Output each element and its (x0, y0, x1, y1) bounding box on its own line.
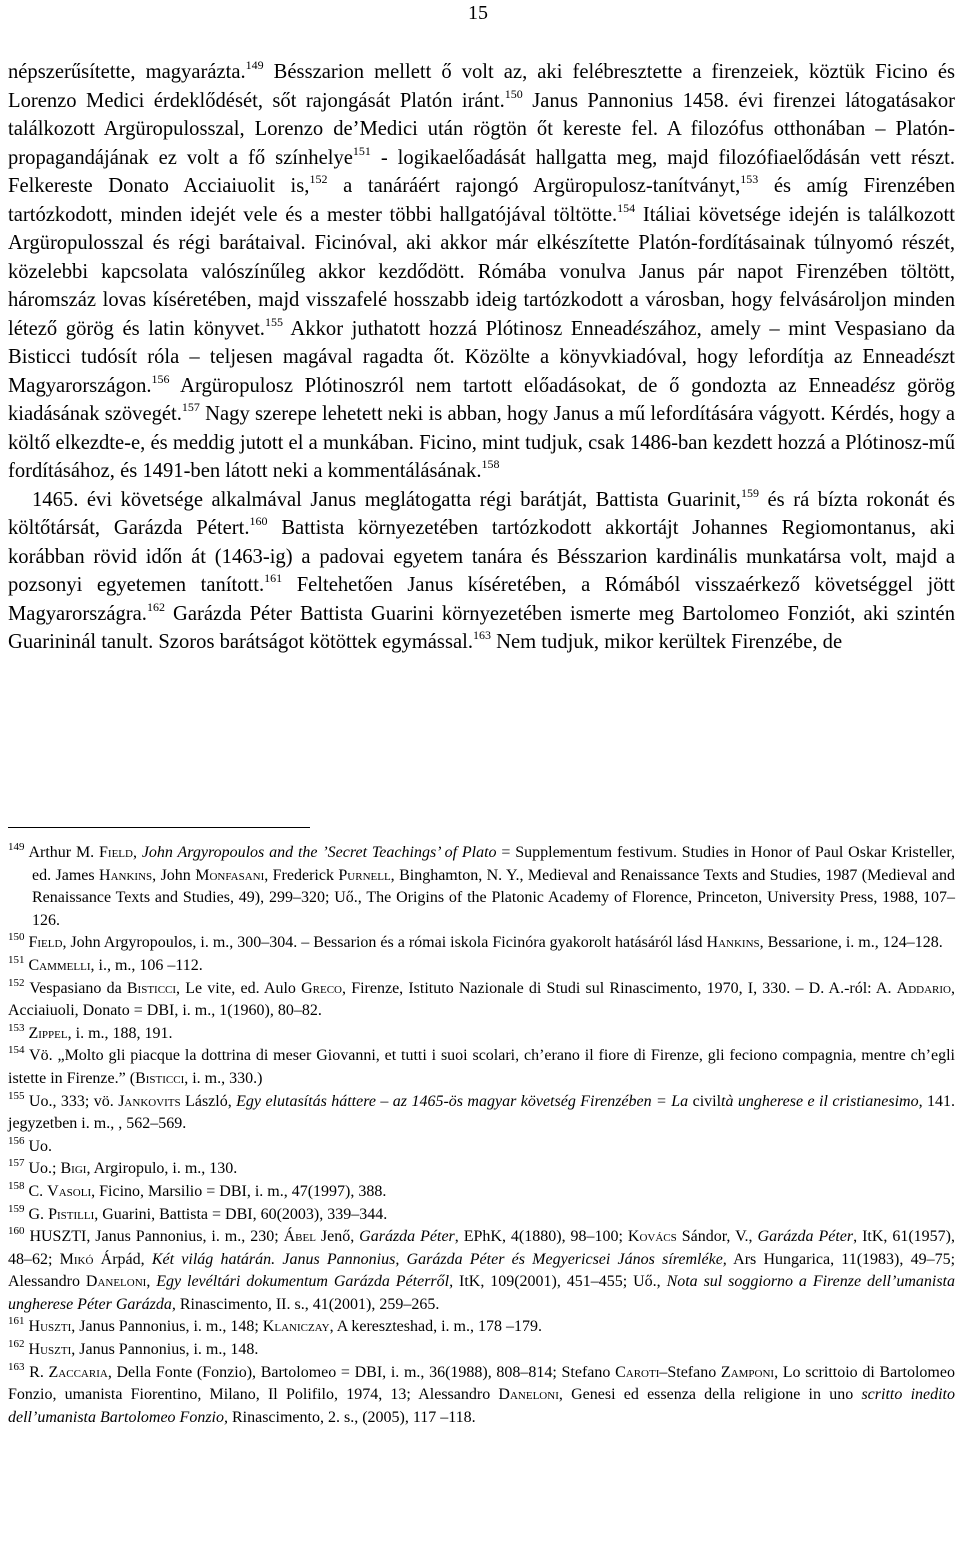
footnote: $^{158}$ C. Vasoli, Ficino, Marsilio = DBI, i. m., 47(1997), 388. (8, 1179, 387, 1200)
page-number: 15 (468, 2, 488, 24)
paragraph: 1465. évi követsége alkalmával Janus meglátogatta régi barátját, Battista Guarinit,$^{159}$ és rá bízta rokonát és költőtársát, Garázda Pétert.$^{160}$ Battista környezetében tartózkodott akkortájt Johannes Regiomontanus, aki korábban rövid időn át (1463-ig) a padovai egyetem tanára és Bésszarion kardinális munkatársa volt, majd a pozsonyi egyetemen tanított.$^{161}$ Feltehetően Janus kíséretében, a Rómából visszaérkező követséggel jött Magyarországra.$^{162}$ Garázda Péter Battista Guarini környezetében ismerte meg Bartolomeo Fonziót, aki szintén Guarininál tanult. Szoros barátságot kötöttek egymással.$^{163}$ Nem tudjuk, mikor kerültek Firenzébe, de (8, 485, 955, 653)
footnote: $^{153}$ Zippel, i. m., 188, 191. (8, 1021, 173, 1042)
footnote: $^{155}$ Uo., 333; vö. Jankovits László, Egy elutasítás háttere – az 1465-ös magyar követség Firenzében = La civiltà ungherese e il cristianesimo, 141. jegyzetben i. m., , 562–569. (8, 1089, 956, 1133)
footnote: $^{150}$ Field, John Argyropoulos, i. m., 300–304. – Bessarion és a római iskola Ficinóra gyakorolt hatásáról lásd Hankins, Bessarione, i. m., 124–128. (8, 931, 943, 952)
paragraph: népszerűsítette, magyarázta.$^{149}$ Bésszarion mellett ő volt az, aki felébresztette a firenzeiek, köztük Ficino és Lorenzo Medici érdeklődését, sőt rajongását Platón iránt.$^{150}$ Janus Pannonius 1458. évi firenzei látogatásakor találkozott Argüropulosszal, Lorenzo de’Medici után rögtön őt kereste fel. A filozófus otthonában – Platón-propagandájának ez volt a fő színhelye$^{151}$ - logikaelőadását hallgatta meg, majd filozófiaelődásán vett részt. Felkereste Donato Acciaiuolit is,$^{152}$ a tanáráért rajongó Argüropulosz-tanítványt,$^{153}$ és amíg Firenzében tartózkodott, minden idejét vele és a mester többi hallgatójával töltötte.$^{154}$ Itáliai követsége idején is találkozott Argüropulosszal és régi barátaival. Ficinóval, aki akkor már elkészítette Platón-fordításainak túlnyomó részét, közelebbi kapcsolata valószínűleg akkor kezdődött. Rómába vonulva Janus pár napot Firenzében töltött, háromszáz lovas kíséretében, majd visszafelé hosszabb ideig tartózkodott a városban, hogy felvásároljon minden létező görög és latin könyvet.$^{155}$ Akkor juthatott hozzá Plótinosz Enneadészához, amely – mint Vespasiano da Bisticci tudósít róla – teljesen magával ragadta őt. Közölte a könyvkiadóval, hogy lefordítja az Enneadészt Magyarországon.$^{156}$ Argüropulosz Plótinoszról nem tartott előadásokat, de ő gondozta az Enneadész görög kiadásának szövegét.$^{157}$ Nagy szerepe lehetett neki is abban, hogy Janus a mű lefordítására vágyott. Kérdés, hogy a költő elkezdte-e, és meddig jutott el a munkában. Ficino, mint tudjuk, csak 1486-ban kezdett hozzá a Plótinosz-mű fordításához, és 1491-ben látott neki a kommentálásának.$^{158}$ (8, 58, 955, 482)
footnote-ref[interactable]: 152 (309, 172, 328, 186)
footnote-ref[interactable]: 149 (245, 58, 264, 72)
footnote: $^{154}$ Vö. „Molto gli piacque la dottrina di meser Giovanni, et tutti i suoi scolari, ch’erano il fiore di Firenze, gli feciono compagnia, mentre ch’egli istette in Firenze.” (Bisticci, i. m., 330.) (8, 1044, 955, 1087)
footnote-ref[interactable]: 155 (264, 314, 283, 329)
footnote: $^{160}$ HUSZTI, Janus Pannonius, i. m., 230; Ábel Jenő, Garázda Péter, EPhK, 4(1880), 98–100; Kovács Sándor, V., Garázda Péter, ItK, 61(1957), 48–62; Mikó Árpád, Két világ határán. Janus Pannonius, Garázda Péter és Megyericsei János síremléke, Ars Hungarica, 11(1983), 49–75; Alessandro Daneloni, Egy levéltári dokumentum Garázda Péterről, ItK, 109(2001), 451–455; Uő., Nota sul soggiorno a Firenze dell’umanista ungherese Péter Garázda, Rinascimento, II. s., 41(2001), 259–265. (8, 1225, 956, 1313)
footnote: $^{163}$ R. Zaccaria, Della Fonte (Fonzio), Bartolomeo = DBI, i. m., 36(1988), 808–814; Stefano Caroti–Stefano Zamponi, Lo scrittoio di Bartolomeo Fonzio, umanista Fiorentino, Milano, Il Polifilo, 1974, 13; Alessandro Daneloni, Genesi ed essenza della religione in uno scritto inedito dell’umanista Bartolomeo Fonzio, Rinascimento, 2. s., (2005), 117 –118. (8, 1360, 956, 1426)
footnote: $^{159}$ G. Pistilli, Guarini, Battista = DBI, 60(2003), 339–344. (8, 1202, 388, 1223)
footnote-ref[interactable]: 154 (617, 200, 636, 215)
footnote: $^{161}$ Huszti, Janus Pannonius, i. m., 148; Klaniczay, A kereszteshad, i. m., 178 –179. (8, 1315, 542, 1336)
footnote: $^{152}$ Vespasiano da Bisticci, Le vite, ed. Aulo Greco, Firenze, Istituto Nazionale di Studi sul Rinascimento, 1970, I, 330. – D. A.-ról: A. Addario, Acciaiuoli, Donato = DBI, i. m., 1(1960), 80–82. (8, 976, 956, 1020)
footnote: $^{157}$ Uo.; Bigi, Argiropulo, i. m., 130. (8, 1157, 238, 1178)
footnote-ref[interactable]: 158 (481, 457, 500, 471)
footnotes (8, 842, 955, 1429)
footnote-ref[interactable]: 161 (264, 571, 283, 585)
footnote-ref[interactable]: 159 (740, 485, 759, 500)
footnote: $^{149}$ Arthur M. Field, John Argyropoulos and the ’Secret Teachings’ of Plato = Supplementum festivum. Studies in Honor of Paul Oskar Kristeller, ed. James Hankins, John Monfasani, Frederick Purnell, Binghamton, N. Y., Medieval and Renaissance Texts and Studies, 1987 (Medieval and Renaissance Texts and Studies, 49), 299–320; Uő., The Origins of the Platonic Academy of Florence, Princeton, University Press, 1988, 107–126. (8, 841, 956, 929)
footnote-ref[interactable]: 162 (146, 599, 165, 614)
footnote-ref[interactable]: 163 (472, 628, 491, 642)
footnote-ref[interactable]: 160 (249, 514, 268, 528)
footnote: $^{151}$ Cammelli, i., m., 106 –112. (8, 953, 203, 974)
footnote-ref[interactable]: 151 (352, 143, 371, 158)
footnote-ref[interactable]: 150 (504, 86, 523, 101)
footnote-ref[interactable]: 156 (151, 371, 170, 386)
footnote-ref[interactable]: 157 (181, 400, 200, 414)
footnote-divider (8, 827, 310, 828)
footnote-ref[interactable]: 153 (740, 172, 759, 186)
footnote: $^{162}$ Huszti, Janus Pannonius, i. m., 148. (8, 1338, 259, 1359)
main-text (8, 58, 955, 657)
footnote: $^{156}$ Uo. (8, 1134, 53, 1155)
